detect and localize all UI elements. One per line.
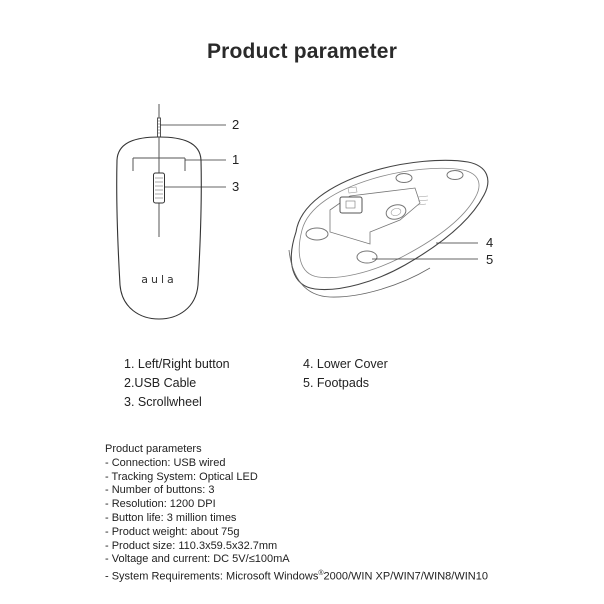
callout-1: 1 (232, 152, 240, 167)
lower-cover-inner (299, 168, 479, 277)
param-item-system (105, 567, 488, 584)
callout-3: 3 (232, 179, 240, 194)
system-suffix: 2000/WIN XP/WIN7/WIN8/WIN10 (323, 570, 488, 583)
footpad (306, 228, 328, 240)
param-item: - Voltage and current: DC 5V/≤100mA (105, 553, 290, 566)
callout-4: 4 (486, 235, 494, 250)
param-item: - Resolution: 1200 DPI (105, 498, 216, 511)
footpad (447, 171, 463, 180)
legend-right (303, 355, 388, 393)
param-item: - Product weight: about 75g (105, 525, 240, 538)
param-item: - Tracking System: Optical LED (105, 470, 258, 483)
legend-item: 1. Left/Right button (124, 357, 230, 371)
screw-oval (385, 203, 408, 222)
sensor-plate (330, 188, 420, 244)
lower-cover-outer (291, 160, 488, 289)
callout-5: 5 (486, 252, 494, 267)
bottom-callout-lines (372, 243, 478, 259)
legend-item: 4. Lower Cover (303, 357, 388, 371)
scroll-wheel (154, 173, 165, 203)
callout-2: 2 (232, 117, 240, 132)
param-item: - Product size: 110.3x59.5x32.7mm (105, 539, 278, 552)
param-item: - Connection: USB wired (105, 456, 226, 469)
product-parameters (105, 443, 488, 585)
param-item: - Button life: 3 million times (105, 511, 237, 524)
footpad (357, 251, 377, 263)
params-heading: Product parameters (105, 443, 202, 455)
param-item: - Number of buttons: 3 (105, 484, 215, 497)
legend-item: 5. Footpads (303, 376, 370, 390)
mouse-bottom-view (289, 160, 488, 297)
footpad (396, 174, 412, 183)
legend-item: 2.USB Cable (124, 376, 197, 390)
page-title: Product parameter (206, 40, 398, 63)
legend-left (124, 355, 230, 412)
top-callout-lines (160, 125, 226, 187)
registered-mark: ® (318, 570, 324, 578)
mouse-top-view (117, 104, 202, 319)
aula-logo: aula (141, 273, 177, 286)
legend-item: 3. Scrollwheel (124, 395, 202, 409)
system-prefix: - System Requirements: Microsoft Windows (105, 570, 319, 583)
